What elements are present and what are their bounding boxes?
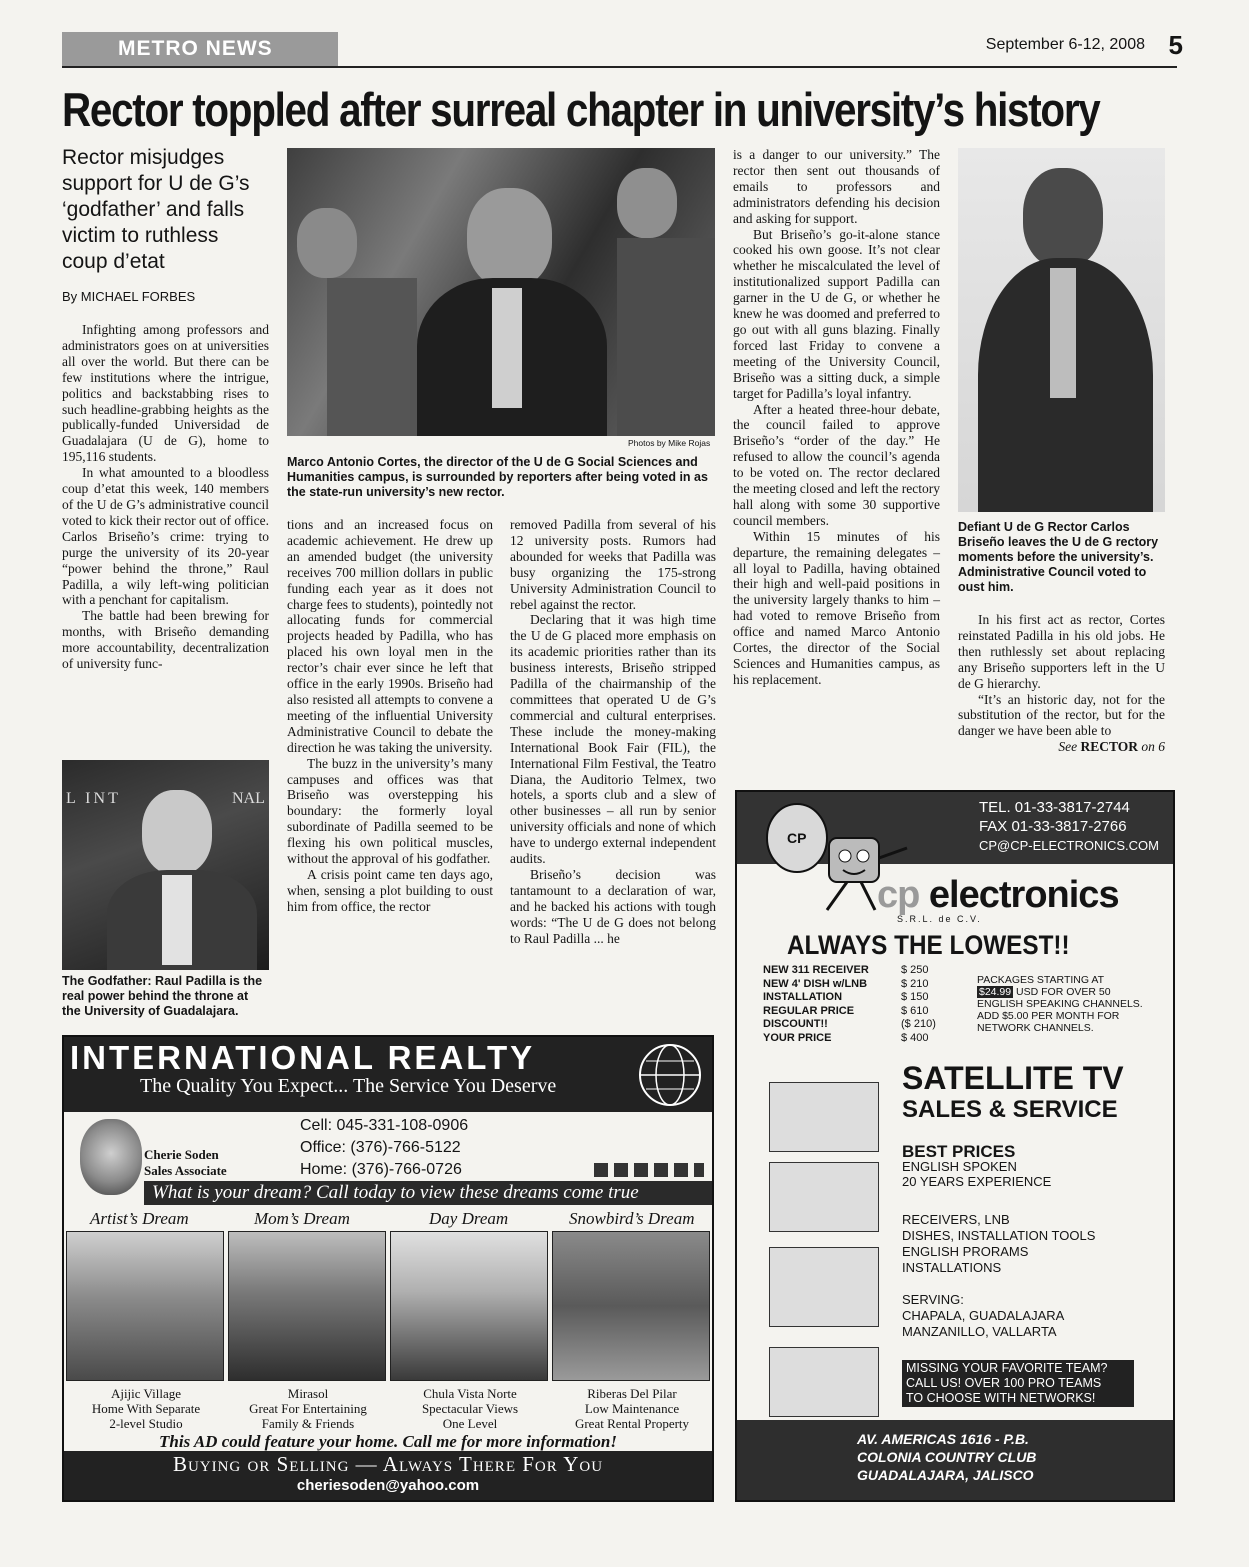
agent-office: Office: (376)-766-5122 [300, 1139, 461, 1156]
cp-email[interactable]: CP@CP-ELECTRONICS.COM [978, 838, 1159, 853]
agent-photo [80, 1119, 142, 1195]
cp-electronics-ad [735, 790, 1175, 1502]
article-byline: By MICHAEL FORBES [62, 289, 196, 304]
issue-date: September 6-12, 2008 [985, 36, 1145, 53]
feature-line: This AD could feature your home. Call me for more information! [159, 1432, 617, 1451]
article-column-1 [62, 322, 269, 672]
listing-title: Day Dream [429, 1209, 509, 1228]
article-headline: Rector toppled after surreal chapter in university’s history [62, 83, 1100, 136]
price-labels: NEW 311 RECEIVER NEW 4' DISH w/LNB INSTALLATION REGULAR PRICE DISCOUNT!! YOUR PRICE [763, 964, 869, 1044]
paragraph: is a danger to our university.” The rector then sent out thousands of emails to professors and administrators defending his decision and asking for support. [733, 147, 940, 226]
realty-slogan: Buying or Selling — Always There For You [172, 1452, 604, 1476]
jump-word: RECTOR [1080, 739, 1138, 755]
packages-info: PACKAGES STARTING AT $24.99 USD FOR OVER 50 ENGLISH SPEAKING CHANNELS. ADD $5.00 PER MONTH FOR NETWORK CHANNELS. [977, 974, 1143, 1034]
jump-page: on 6 [1141, 739, 1165, 755]
paragraph: After a heated three-hour debate, the council failed to approve Briseño’s “order of the day.” He refused to allow the council’s agenda to be voted on. The rector declared the meeting closed and left the rectory hall along with some 30 supportive council members. [733, 401, 940, 528]
satellite-title: SATELLITE TV [902, 1060, 1124, 1096]
svg-text:CP: CP [787, 830, 807, 846]
globe-icon [636, 1041, 704, 1109]
price-values: $ 250 $ 210 $ 150 $ 610 ($ 210) $ 400 [901, 964, 936, 1044]
realty-footer [64, 1451, 712, 1500]
realty-title: INTERNATIONAL REALTY [70, 1039, 536, 1076]
paragraph: The battle had been brewing for months, with Briseño demanding more accountability, decentralization of university func- [62, 608, 269, 672]
best-prices: BEST PRICES ENGLISH SPOKEN 20 YEARS EXPERIENCE [902, 1142, 1052, 1189]
paragraph: In what amounted to a bloodless coup d’etat this week, 140 members of the U de G’s administrative council voted to kick their rector out of office. Carlos Briseño’s crime: trying to purge the university of its 20-year “power behind the throne,” Raul Padilla, a wily left-wing politician with a penchant for capitalism. [62, 465, 269, 608]
listing-photo [228, 1231, 386, 1381]
serving-areas: SERVING: CHAPALA, GUADALAJARA MANZANILLO, VALLARTA [902, 1292, 1065, 1339]
article-column-4 [733, 147, 940, 688]
agent-name: Cherie Soden [144, 1147, 219, 1162]
dream-bar: What is your dream? Call today to view these dreams come true [144, 1181, 712, 1205]
cp-logo-sub: S.R.L. de C.V. [897, 914, 982, 924]
listing-title: Mom’s Dream [254, 1209, 350, 1228]
agent-cell: Cell: 045-331-108-0906 [300, 1117, 469, 1134]
paragraph: Infighting among professors and administrators goes on at universities all over the world. But there can be few institutions where the intrigue, politics and backstabbing rises to such headline-grabbing heights as the publically-funded Universidad de Guadalajara (U de G), home to 195,116 students. [62, 322, 269, 465]
paragraph: Within 15 minutes of his departure, the remaining delegates – all loyal to Padilla, having obtained their high and well-paid positions in the university largely thanks to him – had voted to remove Briseño from office and named Marco Antonio Cortes, the director of the Social Sciences and Humanities campus, as his replacement. [733, 528, 940, 687]
jump-line [958, 739, 1165, 755]
jump-see: See [1058, 739, 1078, 755]
paragraph: “It’s an historic day, not for the substitution of the rector, but for the danger we have been able to [958, 691, 1165, 739]
agent-role: Sales Associate [144, 1163, 227, 1178]
cp-address: AV. AMERICAS 1616 - P.B. COLONIA COUNTRY CLUB GUADALAJARA, JALISCO [737, 1420, 1173, 1500]
cp-logo [877, 874, 1119, 917]
cortes-photo [287, 148, 715, 436]
listing-caption: Ajijic Village Home With Separate 2-level Studio [91, 1386, 201, 1431]
cp-slogan: ALWAYS THE LOWEST!! [787, 930, 1070, 960]
realty-header [64, 1037, 712, 1112]
paragraph: Briseño’s decision was tantamount to a declaration of war, and he backed his actions with tough words: “The U de G does not belong to Raul Padilla ... he [510, 866, 716, 946]
paragraph: tions and an increased focus on academic achievement. He drew up an amended budget (the university receives 700 million dollars in public funding each year as it does not charge fees to students), pointedly not allocating funds for commercial projects headed by Padilla, who has placed his own loyal men in the rector’s chair ever since he left that office in the early 1990s. Briseño had also resisted all attempts to convene a meeting of the influential University Administrative Council to debate the direction he was taking the university. [287, 517, 493, 755]
paragraph: Declaring that it was high time the U de G placed more emphasis on its academic priorities rather than its business interests, Briseño stripped Padilla of the chairmanship of the committees that operated U de G’s commercial and cultural enterprises. These include the money-making International Book Fair (FIL), the International Film Festival, the Teatro Diana, the Auditorio Telmex, two hotels, a sports club and a slew of other businesses – all run by senior university officials and none of which have to undergo external independent audits. [510, 612, 716, 867]
briseno-photo [958, 148, 1165, 512]
briseno-caption: Defiant U de G Rector Carlos Briseño leaves the U de G rectory moments before the university’s. Administrative Council voted to oust him. [958, 520, 1159, 594]
paragraph: In his first act as rector, Cortes reinstated Padilla in his old jobs. He then ruthlessly set about replacing any Briseño supporters left in the U de G hierarchy. [958, 612, 1165, 691]
listing-title: Artist’s Dream [90, 1209, 189, 1228]
listing-photo [552, 1231, 710, 1381]
page-number: 5 [1168, 30, 1183, 60]
article-column-5 [958, 612, 1165, 755]
article-subhead: Rector misjudges support for U de G’s ‘godfather’ and falls victim to ruthless coup d’etat [62, 146, 250, 273]
article-column-3 [510, 517, 716, 946]
listing-caption: Riberas Del Pilar Low Maintenance Great Rental Property [574, 1386, 690, 1431]
satellite-subtitle: SALES & SERVICE [902, 1096, 1118, 1123]
cp-tel: TEL. 01-33-3817-2744 [978, 799, 1130, 816]
listing-photo [390, 1231, 548, 1381]
listing-photo [66, 1231, 224, 1381]
realty-email[interactable]: cheriesoden@yahoo.com [296, 1477, 480, 1494]
cp-logo-cp: cp [877, 874, 920, 916]
header-rule [62, 66, 1177, 68]
teams-banner: MISSING YOUR FAVORITE TEAM? CALL US! OVER 100 PRO TEAMS TO CHOOSE WITH NETWORKS! [902, 1360, 1134, 1407]
padilla-photo: L INT NAL [62, 760, 269, 970]
mls-logos [594, 1163, 704, 1177]
paragraph: The buzz in the university’s many campuses and offices was that Briseño was overstepping his boundary: the formerly loyal subordinate of Padilla seemed to be flexing his own political muscles, without the approval of his godfather. [287, 755, 493, 867]
paragraph: But Briseño’s go-it-alone stance cooked his own goose. It’s not clear whether he miscalculated the level of institutionalized support Padilla can garner in the U de G, or whether he knew he was doomed and preferred to go out with all guns blazing. Finally forced last Friday to convene a meeting of the University Council, Briseño was a sitting duck, a simple target for Padilla’s loyal infantry. [733, 226, 940, 401]
realty-tagline: The Quality You Expect... The Service You Deserve [140, 1075, 557, 1097]
receiver-image [769, 1082, 879, 1152]
photo-credit: Photos by Mike Rojas [628, 438, 711, 448]
paragraph: A crisis point came ten days ago, when, sensing a plot building to oust him from office, the rector [287, 866, 493, 914]
realty-ad [62, 1035, 714, 1502]
padilla-caption: The Godfather: Raul Padilla is the real power behind the throne at the University of Guadalajara. [62, 974, 263, 1018]
section-label: METRO NEWS [62, 32, 338, 66]
cp-logo-word: electronics [928, 874, 1119, 916]
van-image [769, 1162, 879, 1232]
services-list: RECEIVERS, LNB DISHES, INSTALLATION TOOLS ENGLISH PRORAMS INSTALLATIONS [902, 1212, 1096, 1275]
agent-home: Home: (376)-766-0726 [300, 1161, 462, 1178]
article-column-2 [287, 517, 493, 915]
cp-fax: FAX 01-33-3817-2766 [978, 818, 1127, 835]
packages-price: $24.99 [979, 986, 1012, 998]
listing-caption: Chula Vista Norte Spectacular Views One Level [421, 1386, 519, 1431]
listing-caption: Mirasol Great For Entertaining Family & Friends [249, 1386, 367, 1431]
tools-image [769, 1347, 879, 1417]
dish-image [769, 1247, 879, 1327]
main-photo-caption: Marco Antonio Cortes, the director of the U de G Social Sciences and Humanities campus, is surrounded by reporters after being voted in as the state-run university’s new rector. [287, 455, 708, 499]
cp-contacts [979, 798, 1159, 855]
paragraph: removed Padilla from several of his 12 university posts. Rumors had abounded for weeks that Padilla was busy organizing the 175-strong University Administration Council to rebel against the rector. [510, 517, 716, 612]
listing-title: Snowbird’s Dream [569, 1209, 695, 1228]
